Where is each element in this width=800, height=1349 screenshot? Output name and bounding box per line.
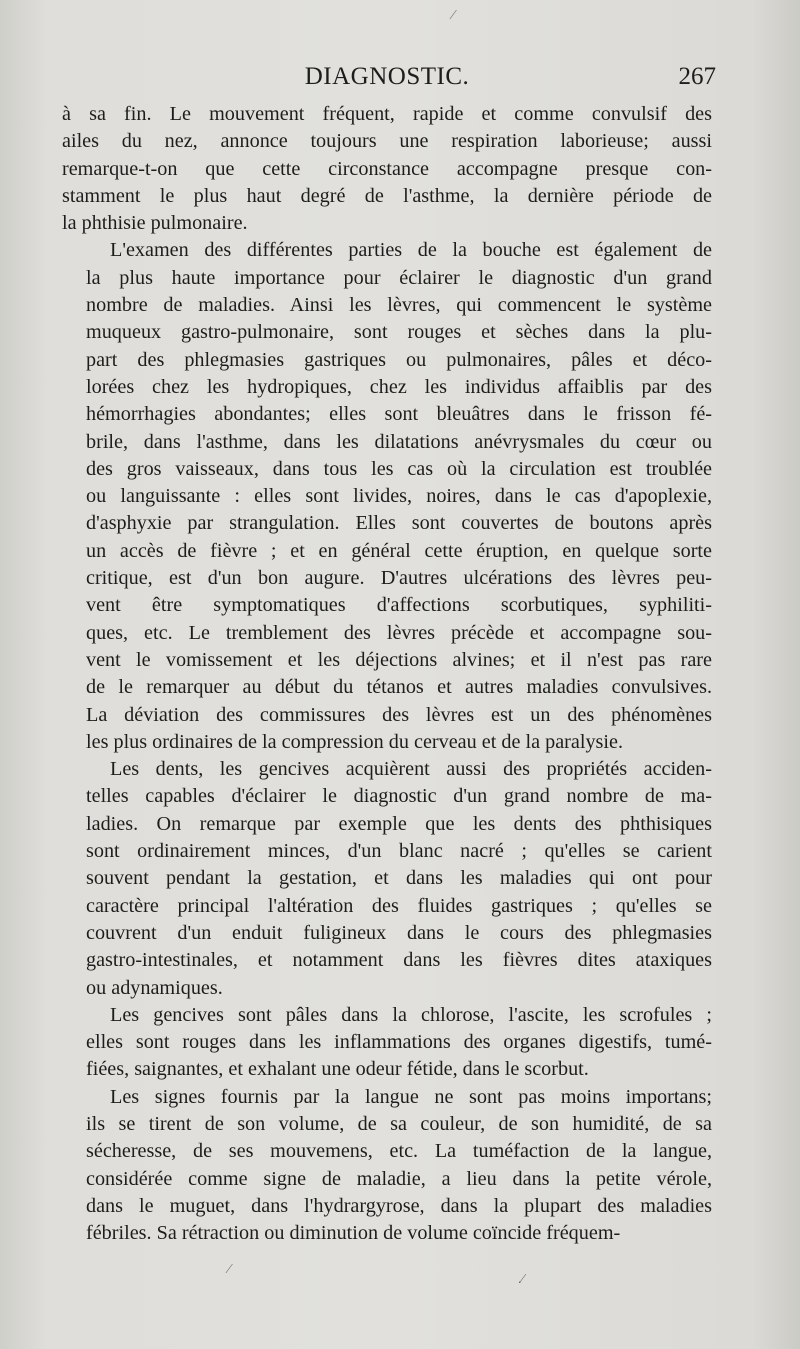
text-line: ailes du nez, annonce toujours une respiration laborieuse; aussi	[62, 130, 712, 153]
text-line: vent être symptomatiques d'affections scorbutiques, syphiliti-	[86, 594, 712, 617]
text-line: critique, est d'un bon augure. D'autres ulcérations des lèvres peu-	[86, 567, 712, 590]
text-line: brile, dans l'asthme, dans les dilatations anévrysmales du cœur ou	[86, 430, 712, 453]
text-line: caractère principal l'altération des fluides gastriques ; qu'elles se	[86, 894, 712, 917]
text-line: part des phlegmasies gastriques ou pulmonaires, pâles et déco-	[86, 348, 712, 371]
text-line: telles capables d'éclairer le diagnostic d'un grand nombre de ma-	[86, 785, 712, 808]
text-line: sont ordinairement minces, d'un blanc nacré ; qu'elles se carient	[86, 840, 712, 863]
text-line: elles sont rouges dans les inflammations des organes digestifs, tumé-	[86, 1031, 712, 1054]
body-text	[62, 101, 712, 1247]
text-line: ou adynamiques.	[86, 976, 223, 999]
text-line: remarque-t-on que cette circonstance accompagne presque con-	[62, 157, 712, 180]
paragraph	[62, 1002, 712, 1084]
text-line: considérée comme signe de maladie, a lieu dans la petite vérole,	[86, 1167, 712, 1190]
ink-mark: .⁄	[518, 1272, 524, 1287]
text-line: hémorrhagies abondantes; elles sont bleuâtres dans le frisson fé-	[86, 403, 712, 426]
page-number: 267	[678, 63, 716, 90]
text-line: L'examen des différentes parties de la bouche est également de	[110, 239, 712, 262]
text-line: sécheresse, de ses mouvemens, etc. La tuméfaction de la langue,	[86, 1140, 712, 1163]
text-line: stamment le plus haut degré de l'asthme, la dernière période de	[62, 184, 712, 207]
text-line: La déviation des commissures des lèvres est un des phénomènes	[86, 703, 712, 726]
text-line: ladies. On remarque par exemple que les dents des phthisiques	[86, 812, 712, 835]
text-line: à sa fin. Le mouvement fréquent, rapide et comme convulsif des	[62, 103, 712, 125]
text-line: fiées, saignantes, et exhalant une odeur fétide, dans le scorbut.	[86, 1058, 589, 1081]
text-line: ou languissante : elles sont livides, noires, dans le cas d'apoplexie,	[86, 485, 712, 508]
paragraph	[62, 756, 712, 1002]
text-line: la plus haute importance pour éclairer le diagnostic d'un grand	[86, 266, 712, 289]
text-line: des gros vaisseaux, dans tous les cas où la circulation est troublée	[86, 457, 712, 480]
text-line: couvrent d'un enduit fuligineux dans le cours des phlegmasies	[86, 921, 712, 944]
text-line: les plus ordinaires de la compression du cerveau et de la paralysie.	[86, 730, 624, 753]
running-head	[62, 62, 716, 98]
text-line: muqueux gastro-pulmonaire, sont rouges et sèches dans la plu-	[86, 321, 712, 344]
paragraph	[62, 237, 712, 756]
text-line: d'asphyxie par strangulation. Elles sont couvertes de boutons après	[86, 512, 712, 535]
text-line: Les signes fournis par la langue ne sont pas moins importans;	[110, 1085, 712, 1108]
text-line: souvent pendant la gestation, et dans les maladies qui ont pour	[86, 867, 712, 890]
text-line: vent le vomissement et les déjections alvines; et il n'est pas rare	[86, 648, 712, 671]
ink-mark: ⁄	[452, 8, 455, 23]
paragraph	[62, 1084, 712, 1248]
text-line: gastro-intestinales, et notamment dans les fièvres dites ataxiques	[86, 949, 712, 972]
text-line: lorées chez les hydropiques, chez les individus affaiblis par des	[86, 375, 712, 398]
text-line: la phthisie pulmonaire.	[62, 212, 248, 235]
text-line: un accès de fièvre ; et en général cette éruption, en quelque sorte	[86, 539, 712, 562]
text-line: nombre de maladies. Ainsi les lèvres, qui commencent le système	[86, 294, 712, 317]
text-line: fébriles. Sa rétraction ou diminution de volume coïncide fréquem-	[86, 1222, 621, 1245]
text-line: de le remarquer au début du tétanos et autres maladies convulsives.	[86, 676, 712, 699]
text-line: ques, etc. Le tremblement des lèvres précède et accompagne sou-	[86, 621, 712, 644]
text-line: Les dents, les gencives acquièrent aussi des propriétés acciden-	[110, 758, 712, 781]
text-line: dans le muguet, dans l'hydrargyrose, dans la plupart des maladies	[86, 1194, 712, 1217]
ink-mark: ⁄	[228, 1262, 231, 1277]
page-title: DIAGNOSTIC.	[304, 63, 470, 90]
text-line: Les gencives sont pâles dans la chlorose, l'ascite, les scrofules ;	[110, 1003, 712, 1026]
paragraph	[62, 101, 712, 237]
text-line: ils se tirent de son volume, de sa couleur, de son humidité, de sa	[86, 1112, 712, 1135]
